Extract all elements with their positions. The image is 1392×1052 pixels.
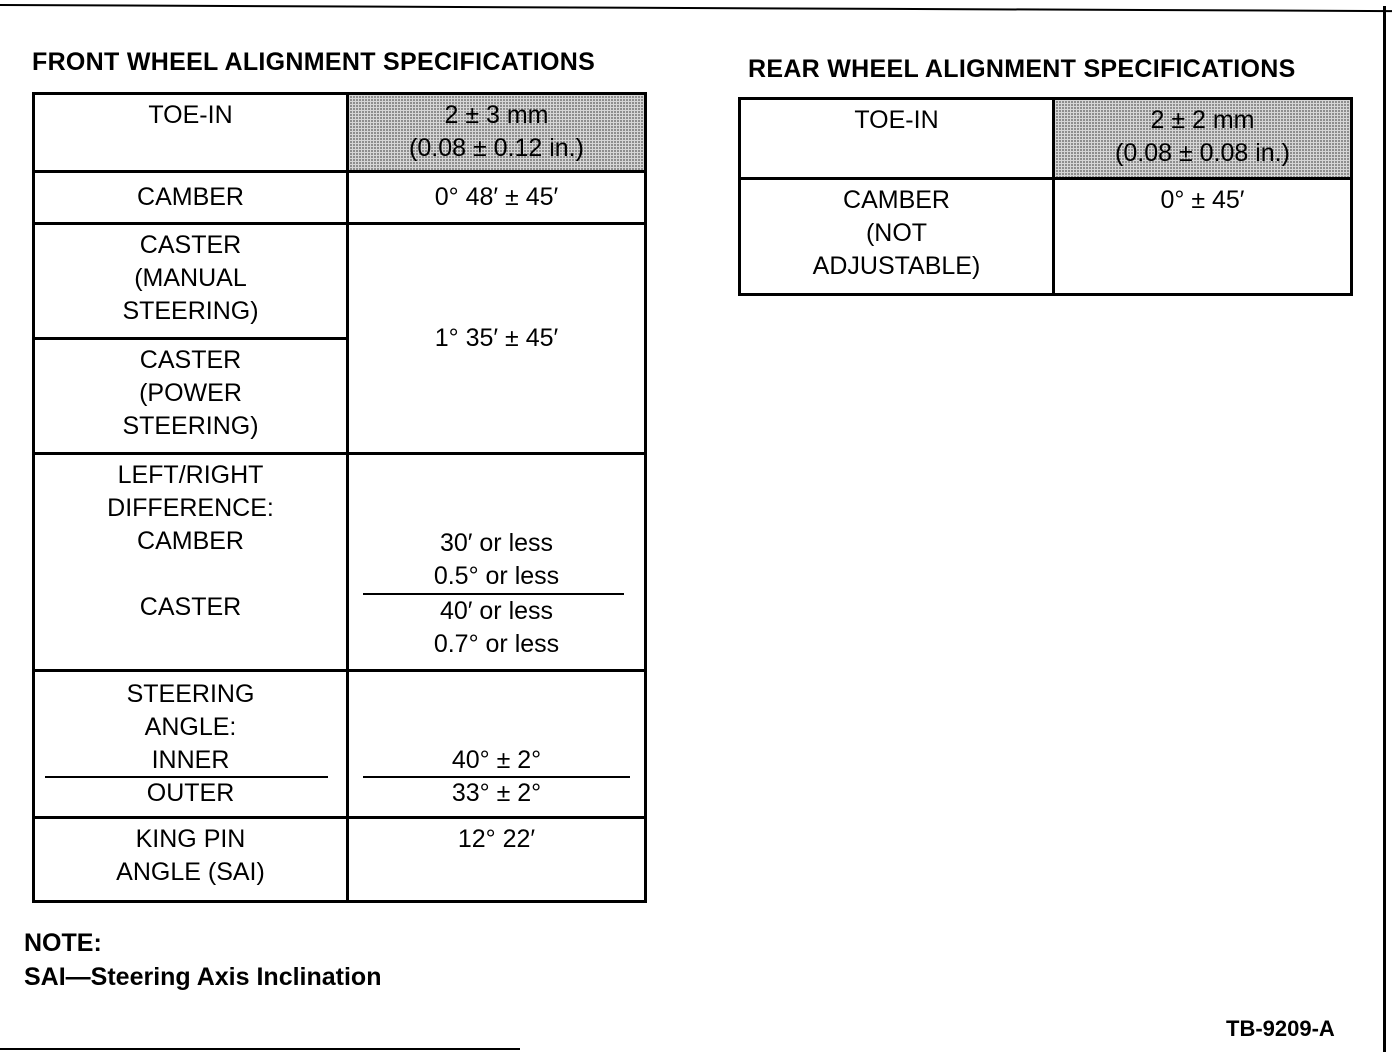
- steering-angle-label-cell: [34, 671, 348, 818]
- difference-caster-label: CASTER: [139, 593, 242, 621]
- figure-code: TB-9209-A: [1226, 1016, 1335, 1041]
- table-row: [34, 818, 646, 902]
- difference-caster-value2: 0.7° or less: [433, 630, 560, 658]
- difference-line1: LEFT/RIGHT: [117, 461, 264, 489]
- difference-camber-label: CAMBER: [137, 527, 244, 555]
- steering-angle-inner-value: 40° ± 2°: [451, 746, 542, 774]
- caster-value-cell: [348, 224, 646, 454]
- steering-angle-outer-value: 33° ± 2°: [451, 779, 542, 807]
- difference-label-cell: [34, 454, 348, 671]
- note-block: [24, 926, 381, 994]
- king-pin-label-cell: [34, 818, 348, 902]
- rear-toe-in-value-cell: [1054, 99, 1352, 179]
- front-alignment-table: [32, 92, 647, 903]
- camber-value-cell: [348, 172, 646, 224]
- rear-toe-in-value-mm: 2 ± 2 mm: [1150, 106, 1255, 134]
- rear-toe-in-label-cell: [740, 99, 1054, 179]
- toe-in-label-cell: [34, 94, 348, 172]
- king-pin-value: 12° 22′: [457, 825, 536, 853]
- table-row: [34, 224, 646, 339]
- rear-camber-line1: CAMBER: [843, 186, 950, 214]
- rear-toe-in-label: TOE-IN: [854, 106, 939, 134]
- steering-angle-line1: STEERING: [126, 680, 255, 708]
- note-text: SAI—Steering Axis Inclination: [24, 963, 382, 991]
- caster-manual-line2: (MANUAL: [134, 264, 247, 292]
- toe-in-value-cell: [348, 94, 646, 172]
- table-row: [34, 454, 646, 671]
- king-pin-line2: ANGLE (SAI): [116, 858, 265, 886]
- caster-power-line2: (POWER: [139, 379, 242, 407]
- caster-power-label-cell: [34, 339, 348, 454]
- rear-toe-in-value-in: (0.08 ± 0.08 in.): [1115, 139, 1290, 167]
- rear-camber-line3: ADJUSTABLE): [812, 252, 981, 280]
- rear-camber-value: 0° ± 45′: [1160, 186, 1245, 214]
- table-row: [34, 94, 646, 172]
- steering-angle-line2: ANGLE:: [144, 713, 237, 741]
- caster-manual-line3: STEERING): [122, 297, 259, 325]
- rear-table-title: REAR WHEEL ALIGNMENT SPECIFICATIONS: [748, 55, 1296, 83]
- difference-camber-value2: 0.5° or less: [433, 562, 560, 590]
- difference-caster-value1: 40′ or less: [439, 597, 554, 625]
- steering-angle-outer-label: OUTER: [146, 779, 235, 807]
- caster-power-line1: CASTER: [139, 346, 242, 374]
- king-pin-line1: KING PIN: [135, 825, 246, 853]
- king-pin-value-cell: [348, 818, 646, 902]
- caster-power-line3: STEERING): [122, 412, 259, 440]
- camber-label-cell: [34, 172, 348, 224]
- rear-alignment-table: [738, 97, 1353, 296]
- camber-label: CAMBER: [137, 183, 244, 211]
- steering-angle-inner-label: INNER: [151, 746, 230, 774]
- table-row: [34, 172, 646, 224]
- note-title: NOTE:: [24, 929, 102, 957]
- rear-camber-label-cell: [740, 179, 1054, 295]
- caster-manual-label-cell: [34, 224, 348, 339]
- caster-value: 1° 35′ ± 45′: [434, 324, 559, 352]
- toe-in-label: TOE-IN: [148, 101, 233, 129]
- difference-camber-value1: 30′ or less: [439, 529, 554, 557]
- top-border-line: [0, 4, 1392, 12]
- difference-line2: DIFFERENCE:: [107, 494, 274, 522]
- toe-in-value-in: (0.08 ± 0.12 in.): [409, 134, 584, 162]
- steering-angle-value-cell: [348, 671, 646, 818]
- caster-manual-line1: CASTER: [139, 231, 242, 259]
- table-row: [740, 99, 1352, 179]
- rear-camber-value-cell: [1054, 179, 1352, 295]
- difference-value-cell: [348, 454, 646, 671]
- camber-value: 0° 48′ ± 45′: [434, 183, 559, 211]
- table-row: [34, 671, 646, 818]
- right-border-line: [1383, 6, 1386, 1052]
- front-table-title: FRONT WHEEL ALIGNMENT SPECIFICATIONS: [32, 48, 596, 76]
- toe-in-value-mm: 2 ± 3 mm: [444, 101, 549, 129]
- fraction-divider: [45, 776, 328, 778]
- bottom-border-line: [0, 1048, 520, 1050]
- rear-camber-line2: (NOT: [865, 219, 928, 247]
- table-row: [740, 179, 1352, 295]
